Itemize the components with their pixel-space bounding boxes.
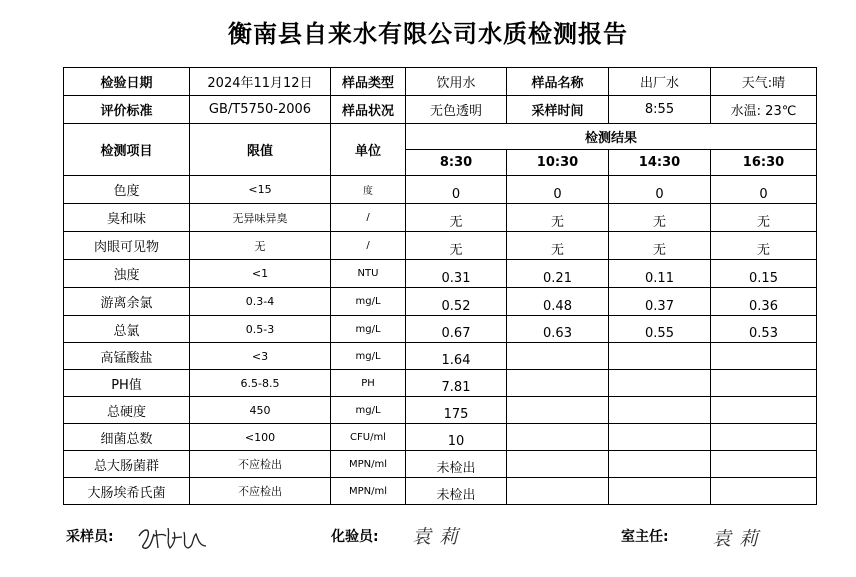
water-quality-table	[63, 67, 817, 505]
cell-result-2	[507, 397, 609, 424]
cell-result-1: 0.67	[406, 316, 507, 343]
table-row	[64, 370, 817, 397]
cell-result-3	[609, 451, 711, 478]
cell-result-3: 无	[609, 232, 711, 260]
value-sample-condition: 无色透明	[406, 96, 507, 124]
col-header-unit: 单位	[331, 124, 406, 176]
value-sampling-time: 8:55	[609, 96, 711, 124]
cell-limit: 6.5-8.5	[190, 370, 331, 397]
value-test-date: 2024年11月12日	[190, 68, 331, 96]
cell-result-4	[711, 451, 817, 478]
cell-result-4: 0	[711, 176, 817, 204]
cell-limit: 不应检出	[190, 478, 331, 505]
table-row	[64, 232, 817, 260]
col-header-time-4: 16:30	[711, 150, 817, 176]
cell-result-4: 0.36	[711, 288, 817, 316]
cell-item: 游离余氯	[64, 288, 190, 316]
cell-limit: <1	[190, 260, 331, 288]
cell-result-1: 0.31	[406, 260, 507, 288]
col-header-limit: 限值	[190, 124, 331, 176]
col-header-item: 检测项目	[64, 124, 190, 176]
value-weather: 天气:晴	[711, 68, 817, 96]
table-row	[64, 260, 817, 288]
table-row	[64, 343, 817, 370]
cell-result-1: 无	[406, 232, 507, 260]
cell-unit: /	[331, 204, 406, 232]
cell-result-4	[711, 424, 817, 451]
inspector-label: 化验员:	[331, 529, 379, 545]
header-row-2	[64, 96, 817, 124]
cell-result-1: 175	[406, 397, 507, 424]
cell-limit: <3	[190, 343, 331, 370]
value-standard: GB/T5750-2006	[190, 96, 331, 124]
cell-result-3: 0	[609, 176, 711, 204]
header-row-1	[64, 68, 817, 96]
cell-result-2	[507, 424, 609, 451]
cell-result-3	[609, 478, 711, 505]
cell-result-3: 0.55	[609, 316, 711, 343]
cell-result-2	[507, 343, 609, 370]
cell-item: 细菌总数	[64, 424, 190, 451]
cell-result-2: 0.21	[507, 260, 609, 288]
inspector-signature: 袁莉	[412, 526, 467, 548]
cell-result-4: 0.15	[711, 260, 817, 288]
cell-unit: mg/L	[331, 397, 406, 424]
cell-unit: mg/L	[331, 316, 406, 343]
cell-result-1: 0	[406, 176, 507, 204]
cell-item: 总氯	[64, 316, 190, 343]
cell-result-4: 无	[711, 232, 817, 260]
cell-limit: 无	[190, 232, 331, 260]
cell-item: 高锰酸盐	[64, 343, 190, 370]
cell-result-3: 0.37	[609, 288, 711, 316]
cell-item: 大肠埃希氏菌	[64, 478, 190, 505]
cell-item: 色度	[64, 176, 190, 204]
cell-result-1: 未检出	[406, 451, 507, 478]
cell-unit: MPN/ml	[331, 451, 406, 478]
cell-result-3	[609, 397, 711, 424]
cell-unit: NTU	[331, 260, 406, 288]
cell-result-2: 0.48	[507, 288, 609, 316]
table-row	[64, 397, 817, 424]
cell-result-3	[609, 343, 711, 370]
table-row	[64, 451, 817, 478]
label-standard: 评价标准	[64, 96, 190, 124]
cell-result-3: 0.11	[609, 260, 711, 288]
table-row	[64, 288, 817, 316]
cell-result-1: 7.81	[406, 370, 507, 397]
cell-result-1: 10	[406, 424, 507, 451]
value-water-temp: 水温: 23℃	[711, 96, 817, 124]
column-header-row-1	[64, 124, 817, 150]
cell-result-4	[711, 343, 817, 370]
col-header-time-2: 10:30	[507, 150, 609, 176]
cell-item: PH值	[64, 370, 190, 397]
label-sample-type: 样品类型	[331, 68, 406, 96]
cell-item: 肉眼可见物	[64, 232, 190, 260]
cell-limit: 0.3-4	[190, 288, 331, 316]
cell-result-2	[507, 370, 609, 397]
cell-result-4: 无	[711, 204, 817, 232]
cell-result-1: 1.64	[406, 343, 507, 370]
cell-unit: PH	[331, 370, 406, 397]
cell-result-4	[711, 370, 817, 397]
table-row	[64, 316, 817, 343]
cell-limit: <100	[190, 424, 331, 451]
director-signature: 袁莉	[712, 528, 767, 550]
cell-result-3: 无	[609, 204, 711, 232]
director-label: 室主任:	[621, 529, 669, 545]
cell-result-1: 0.52	[406, 288, 507, 316]
cell-unit: MPN/ml	[331, 478, 406, 505]
cell-limit: 不应检出	[190, 451, 331, 478]
cell-unit: mg/L	[331, 343, 406, 370]
cell-result-2: 0.63	[507, 316, 609, 343]
cell-item: 臭和味	[64, 204, 190, 232]
sampler-signature	[136, 522, 208, 554]
cell-limit: 450	[190, 397, 331, 424]
cell-result-4	[711, 478, 817, 505]
label-test-date: 检验日期	[64, 68, 190, 96]
cell-limit: <15	[190, 176, 331, 204]
sampler-label: 采样员:	[66, 529, 114, 545]
cell-item: 总硬度	[64, 397, 190, 424]
cell-unit: /	[331, 232, 406, 260]
col-header-time-3: 14:30	[609, 150, 711, 176]
label-sample-name: 样品名称	[507, 68, 609, 96]
col-header-results: 检测结果	[406, 124, 817, 150]
label-sample-condition: 样品状况	[331, 96, 406, 124]
cell-result-4	[711, 397, 817, 424]
cell-item: 浊度	[64, 260, 190, 288]
table-row	[64, 176, 817, 204]
cell-result-3	[609, 424, 711, 451]
cell-result-3	[609, 370, 711, 397]
cell-result-2: 0	[507, 176, 609, 204]
cell-limit: 0.5-3	[190, 316, 331, 343]
cell-unit: mg/L	[331, 288, 406, 316]
report-title: 衡南县自来水有限公司水质检测报告	[228, 20, 628, 48]
cell-unit: CFU/ml	[331, 424, 406, 451]
cell-result-2	[507, 451, 609, 478]
cell-unit: 度	[331, 176, 406, 204]
value-sample-name: 出厂水	[609, 68, 711, 96]
col-header-time-1: 8:30	[406, 150, 507, 176]
cell-result-2: 无	[507, 232, 609, 260]
cell-result-1: 无	[406, 204, 507, 232]
cell-result-2	[507, 478, 609, 505]
cell-item: 总大肠菌群	[64, 451, 190, 478]
table-row	[64, 478, 817, 505]
table-row	[64, 204, 817, 232]
cell-result-2: 无	[507, 204, 609, 232]
label-sampling-time: 采样时间	[507, 96, 609, 124]
cell-result-1: 未检出	[406, 478, 507, 505]
value-sample-type: 饮用水	[406, 68, 507, 96]
table-row	[64, 424, 817, 451]
cell-result-4: 0.53	[711, 316, 817, 343]
cell-limit: 无异味异臭	[190, 204, 331, 232]
